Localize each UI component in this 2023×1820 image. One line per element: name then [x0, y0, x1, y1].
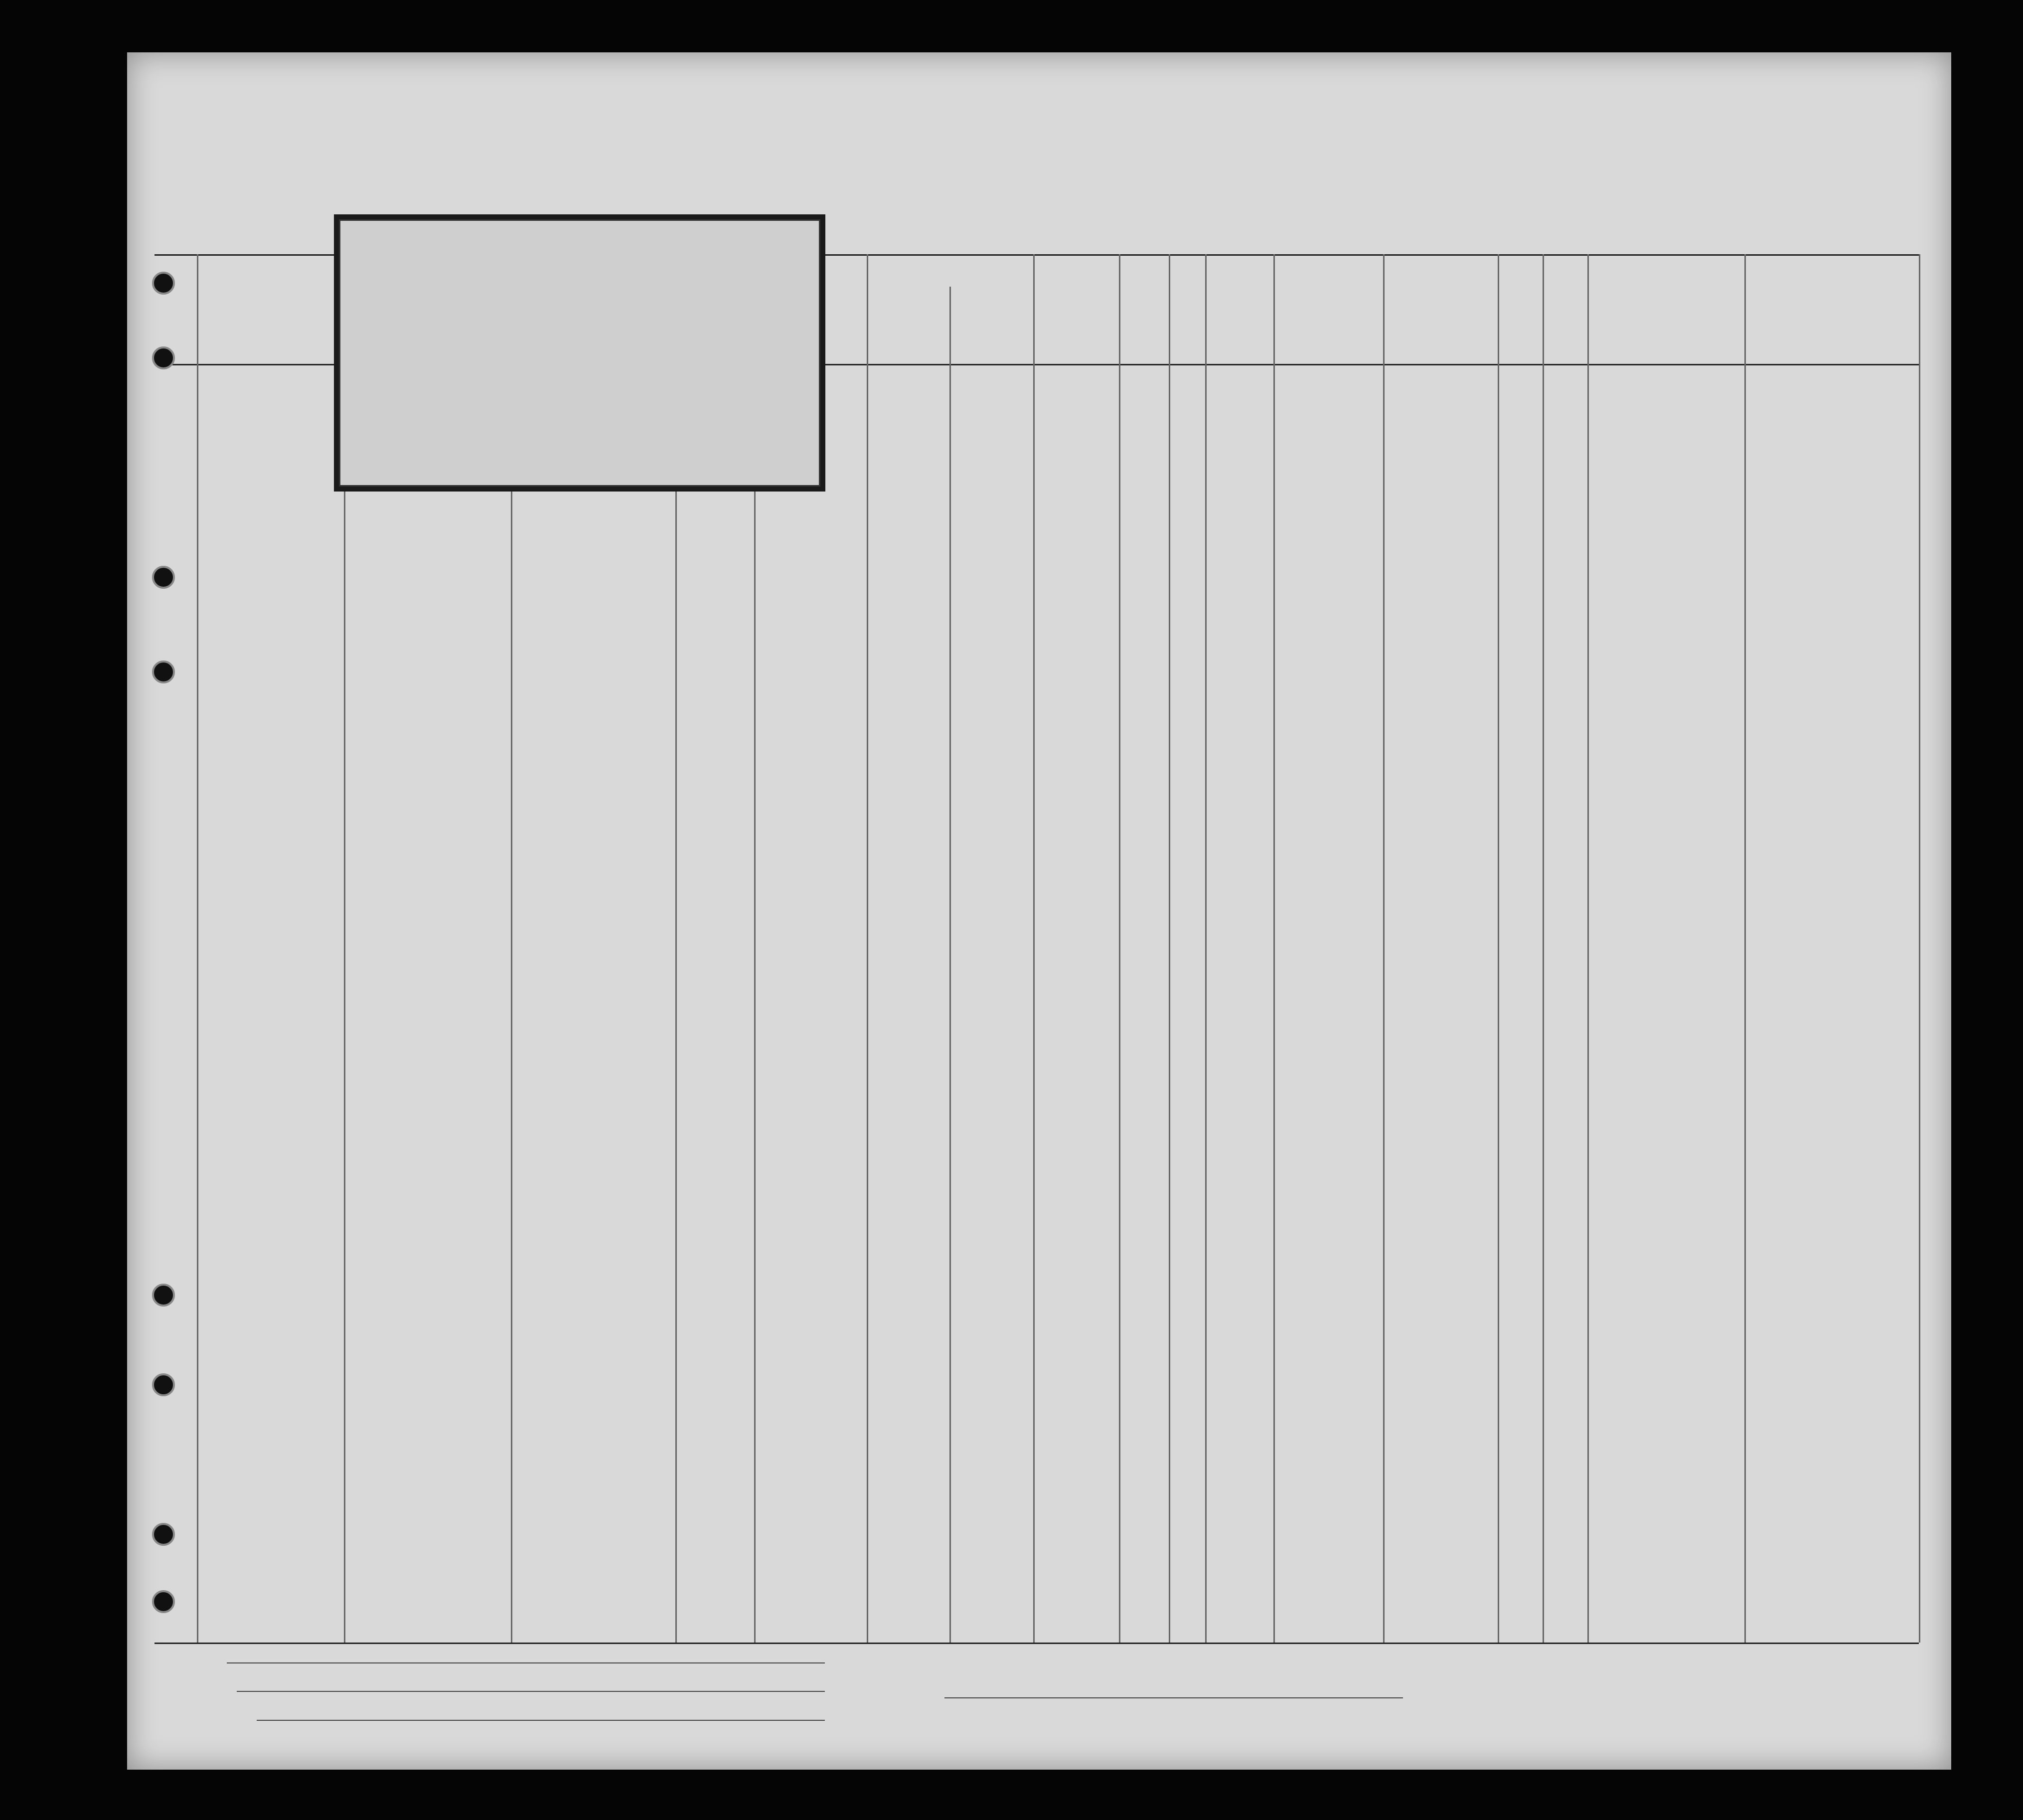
binder-hole [152, 1284, 175, 1307]
binder-hole [152, 661, 175, 683]
table-bottom-rule [155, 1643, 1919, 1644]
col6-header [869, 264, 1032, 271]
binder-hole [152, 1523, 175, 1546]
binder-hole [152, 566, 175, 589]
col10-header [1207, 264, 1272, 284]
col9-header [1171, 264, 1205, 284]
col11-header [1275, 264, 1382, 284]
col7-header [1035, 264, 1118, 271]
summary-slip [339, 219, 820, 487]
binder-hole [152, 1590, 175, 1613]
col13-header [1500, 264, 1542, 284]
binder-hole [152, 346, 175, 369]
manifest-sheet [127, 52, 1951, 1770]
form-description [693, 165, 1126, 168]
col8-header [1121, 264, 1168, 271]
binder-hole [152, 272, 175, 295]
col12-header [1385, 264, 1497, 284]
col15-header [1589, 264, 1743, 271]
col14-header [1545, 264, 1586, 284]
binder-hole [152, 1373, 175, 1396]
